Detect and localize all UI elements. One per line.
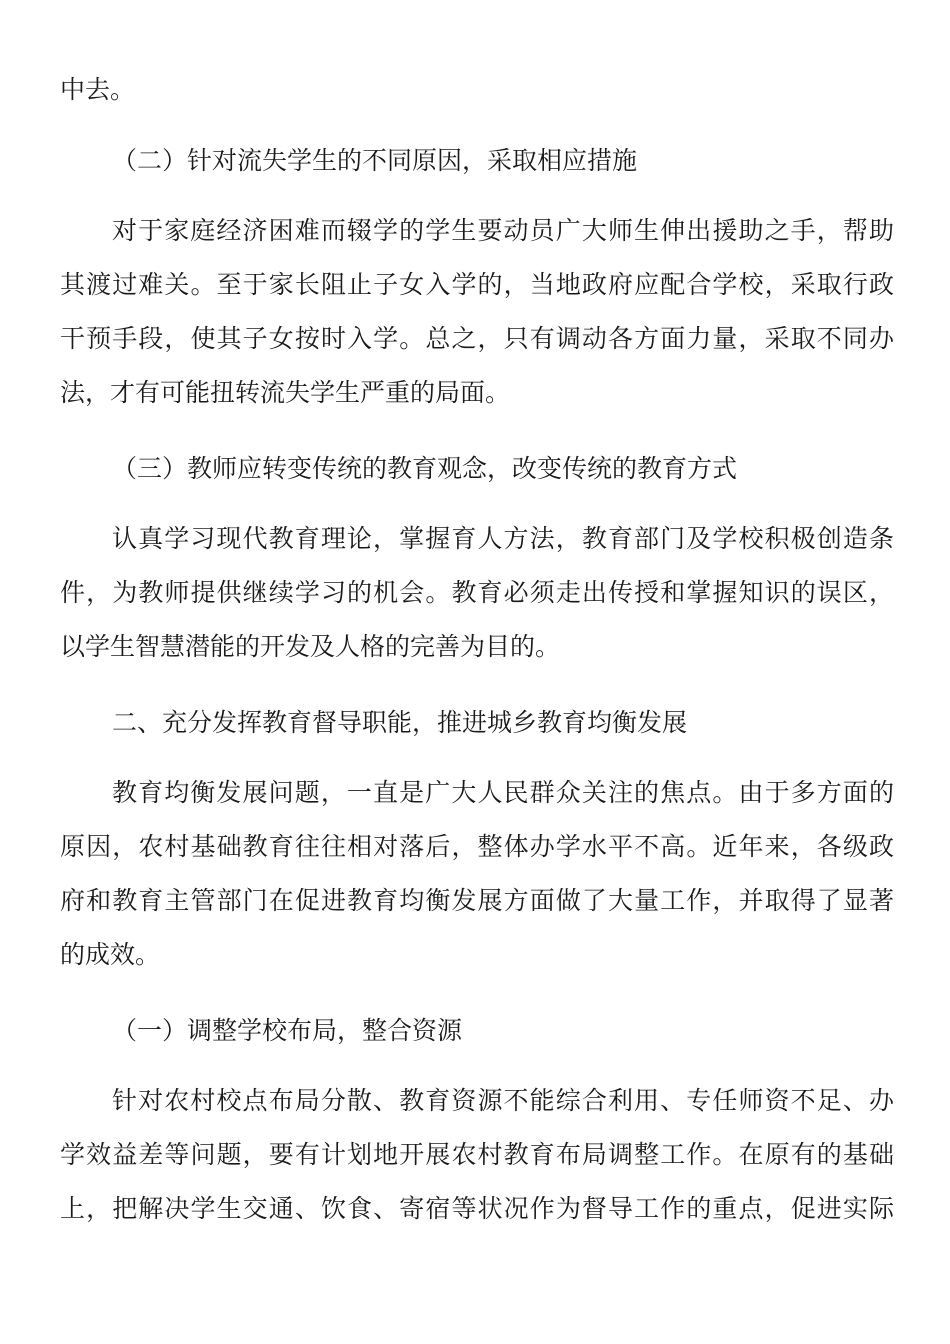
paragraph-line: 府和教育主管部门在促进教育均衡发展方面做了大量工作，并取得了显著 bbox=[60, 886, 894, 915]
text-line: 中去。 bbox=[60, 75, 136, 104]
paragraph-line: 教育均衡发展问题，一直是广大人民群众关注的焦点。由于多方面的 bbox=[112, 778, 894, 807]
paragraph-line: 其渡过难关。至于家长阻止子女入学的，当地政府应配合学校，采取行政 bbox=[60, 270, 894, 299]
paragraph-line: 的成效。 bbox=[60, 940, 161, 969]
paragraph-line: 干预手段，使其子女按时入学。总之，只有调动各方面力量，采取不同办 bbox=[60, 324, 894, 353]
paragraph-line: 学效益差等问题，要有计划地开展农村教育布局调整工作。在原有的基础 bbox=[60, 1140, 894, 1169]
paragraph-line: 原因，农村基础教育往往相对落后，整体办学水平不高。近年来，各级政 bbox=[60, 832, 894, 861]
section-heading: （三）教师应转变传统的教育观念，改变传统的教育方式 bbox=[112, 454, 738, 483]
paragraph-line: 法，才有可能扭转流失学生严重的局面。 bbox=[60, 378, 511, 407]
paragraph-line: 认真学习现代教育理论，掌握育人方法，教育部门及学校积极创造条 bbox=[112, 524, 894, 553]
section-heading: （二）针对流失学生的不同原因，采取相应措施 bbox=[112, 146, 638, 175]
section-heading: 二、充分发挥教育督导职能，推进城乡教育均衡发展 bbox=[112, 708, 688, 737]
paragraph-line: 件，为教师提供继续学习的机会。教育必须走出传授和掌握知识的误区， bbox=[60, 578, 894, 607]
paragraph-line: 上，把解决学生交通、饮食、寄宿等状况作为督导工作的重点，促进实际 bbox=[60, 1194, 894, 1223]
section-heading: （一）调整学校布局，整合资源 bbox=[112, 1016, 463, 1045]
paragraph-line: 对于家庭经济困难而辍学的学生要动员广大师生伸出援助之手，帮助 bbox=[112, 216, 894, 245]
paragraph-line: 针对农村校点布局分散、教育资源不能综合利用、专任师资不足、办 bbox=[112, 1086, 894, 1115]
paragraph-line: 以学生智慧潜能的开发及人格的完善为目的。 bbox=[60, 632, 561, 661]
